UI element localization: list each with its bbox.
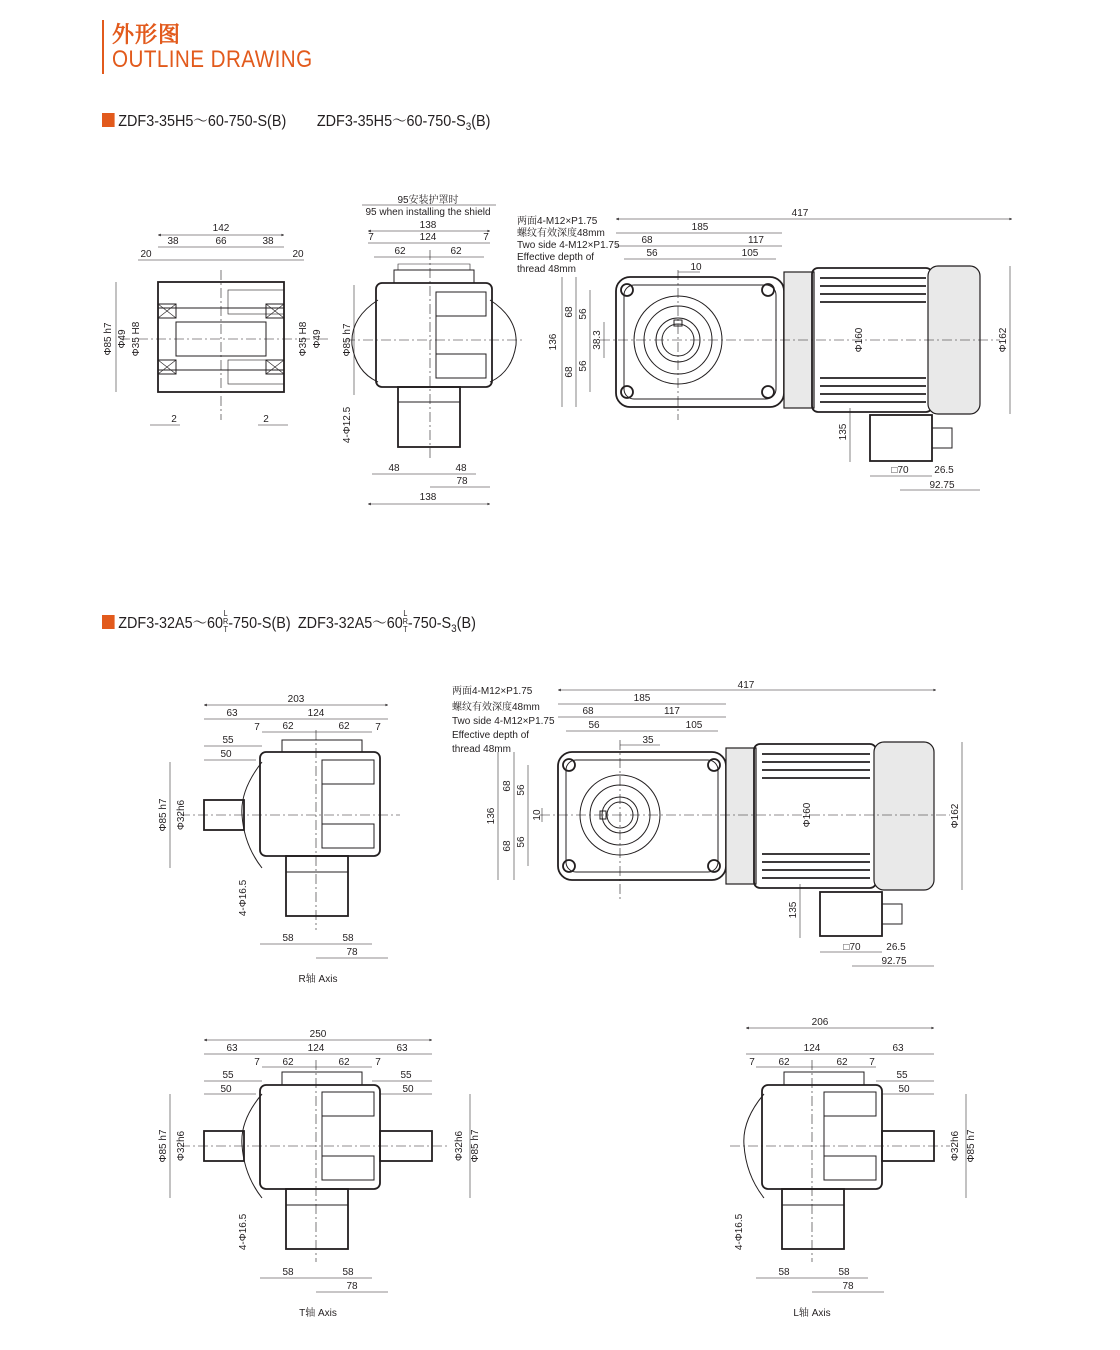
- thread-note-en-2: Effective depth of: [517, 252, 595, 263]
- dim-68: 68: [564, 306, 575, 318]
- thread-note-en-3: thread 48mm: [517, 264, 576, 275]
- dim-20: 20: [292, 249, 304, 260]
- dim-square-70: □70: [843, 942, 861, 953]
- dim-38-3: 38.3: [592, 330, 603, 350]
- thread-note-en-3: thread 48mm: [452, 744, 511, 755]
- thread-note-en-1: Two side 4-M12×P1.75: [452, 716, 555, 727]
- stack-r: R: [402, 617, 408, 626]
- dim-136: 136: [548, 333, 559, 351]
- dim-50: 50: [220, 1084, 232, 1095]
- dim-phi85-h7: Φ85 h7: [158, 798, 169, 832]
- dim-78: 78: [842, 1281, 854, 1292]
- dim-phi32h6: Φ32h6: [454, 1130, 465, 1162]
- dim-phi160: Φ160: [802, 802, 813, 828]
- dim-62: 62: [450, 246, 462, 257]
- dim-7: 7: [375, 1057, 381, 1068]
- stack-t: T: [223, 625, 228, 634]
- dim-7: 7: [869, 1057, 875, 1068]
- dim-phi35-h8: Φ35 H8: [131, 321, 142, 357]
- dim-62: 62: [394, 246, 406, 257]
- thread-note-cn-1: 两面4-M12×P1.75: [452, 686, 533, 697]
- dim-78: 78: [456, 476, 468, 487]
- dim-phi85-h7: Φ85 h7: [470, 1129, 481, 1163]
- dim-10: 10: [690, 262, 702, 273]
- model-c-suffix: -750-S(B): [228, 615, 291, 632]
- dim-7: 7: [254, 1057, 260, 1068]
- model-d: ZDF3-32A5～60: [297, 615, 403, 632]
- thread-note-cn-1: 两面4-M12×P1.75: [517, 216, 598, 227]
- dim-phi85-h7: Φ85 h7: [158, 1129, 169, 1163]
- dim-68: 68: [564, 366, 575, 378]
- dim-4-phi16-5: 4-Φ16.5: [238, 1213, 249, 1251]
- model-a: ZDF3-35H5～60-750-S(B): [118, 113, 287, 130]
- dim-4-phi16-5: 4-Φ16.5: [734, 1213, 745, 1251]
- shield-note-cn: 95安装护罩时: [397, 195, 459, 206]
- dim-185: 185: [691, 222, 709, 233]
- dim-62: 62: [338, 1057, 350, 1068]
- dim-124: 124: [803, 1043, 821, 1054]
- gearmotor-side-view-2: [540, 740, 950, 936]
- l-axis-dimensions: [734, 1017, 977, 1319]
- t-axis-caption: T轴 Axis: [299, 1308, 337, 1319]
- dim-58: 58: [282, 1267, 294, 1278]
- dim-78: 78: [346, 1281, 358, 1292]
- shield-note-en: 95 when installing the shield: [365, 207, 491, 218]
- stack-l: L: [403, 609, 408, 618]
- model-d-suffix: (B): [456, 615, 476, 632]
- dim-250: 250: [309, 1029, 327, 1040]
- dim-105: 105: [741, 248, 759, 259]
- dim-phi85-h7: Φ85 h7: [103, 322, 114, 356]
- dim-4-phi16-5: 4-Φ16.5: [238, 879, 249, 917]
- dim-62: 62: [338, 721, 350, 732]
- dim-124: 124: [419, 232, 437, 243]
- dim-117: 117: [748, 235, 764, 246]
- dim-417: 417: [737, 680, 755, 691]
- dim-63: 63: [226, 1043, 238, 1054]
- dim-63: 63: [226, 708, 238, 719]
- dim-203: 203: [287, 694, 305, 705]
- dim-square-70: □70: [891, 465, 909, 476]
- dim-62: 62: [282, 1057, 294, 1068]
- dim-124: 124: [307, 1043, 325, 1054]
- dim-2: 2: [263, 414, 269, 425]
- dim-68: 68: [641, 235, 653, 246]
- dim-63: 63: [892, 1043, 904, 1054]
- dim-58: 58: [342, 1267, 354, 1278]
- dim-78: 78: [346, 947, 358, 958]
- dim-55: 55: [222, 1070, 234, 1081]
- dim-56: 56: [516, 836, 527, 848]
- stack-l: L: [223, 609, 228, 618]
- dim-417: 417: [791, 208, 809, 219]
- thread-note-cn-2: 螺纹有效深度48mm: [517, 228, 605, 239]
- r-axis-dimensions: [158, 694, 388, 985]
- dim-62: 62: [836, 1057, 848, 1068]
- dim-48: 48: [388, 463, 400, 474]
- dim-56: 56: [516, 784, 527, 796]
- motor-cooling-fins: [762, 754, 870, 878]
- dim-138: 138: [419, 492, 437, 503]
- model-d-mid: -750-S: [407, 615, 452, 632]
- dim-50: 50: [402, 1084, 414, 1095]
- l-axis-caption: L轴 Axis: [793, 1308, 831, 1319]
- dim-7: 7: [254, 722, 260, 733]
- dim-58: 58: [838, 1267, 850, 1278]
- dim-phi160: Φ160: [854, 327, 865, 353]
- dim-26-5: 26.5: [886, 942, 906, 953]
- stack-t: T: [403, 625, 408, 634]
- dim-38: 38: [167, 236, 179, 247]
- model-b-subscript: 3: [465, 121, 472, 134]
- gearbox-front-dimensions: [342, 193, 496, 504]
- dim-135: 135: [788, 901, 799, 919]
- dim-142: 142: [212, 223, 230, 234]
- title-chinese: 外形图: [112, 22, 182, 47]
- dim-58: 58: [778, 1267, 790, 1278]
- r-axis-caption: R轴 Axis: [298, 974, 338, 985]
- dim-105: 105: [685, 720, 703, 731]
- dim-phi32h6: Φ32h6: [950, 1130, 961, 1162]
- dim-135: 135: [838, 423, 849, 441]
- dim-138: 138: [419, 220, 437, 231]
- gearmotor-side-view-1: [600, 266, 1000, 461]
- gearbox-front-view: [345, 250, 525, 460]
- dim-35: 35: [642, 735, 654, 746]
- dim-phi85-h7: Φ85 h7: [966, 1129, 977, 1163]
- dim-206: 206: [811, 1017, 829, 1028]
- dim-phi35-h8: Φ35 H8: [298, 321, 309, 357]
- dim-20: 20: [140, 249, 152, 260]
- dim-66: 66: [215, 236, 227, 247]
- dim-63: 63: [396, 1043, 408, 1054]
- model-c: ZDF3-32A5～60: [118, 615, 224, 632]
- dim-62: 62: [778, 1057, 790, 1068]
- dim-phi85-h7: Φ85 h7: [342, 323, 353, 357]
- dim-7: 7: [483, 232, 489, 243]
- dim-26-5: 26.5: [934, 465, 954, 476]
- dim-50: 50: [898, 1084, 910, 1095]
- dim-124: 124: [307, 708, 325, 719]
- dim-62: 62: [282, 721, 294, 732]
- dim-56: 56: [578, 360, 589, 372]
- dim-58: 58: [282, 933, 294, 944]
- dim-phi32h6: Φ32h6: [176, 1130, 187, 1162]
- dim-56: 56: [646, 248, 658, 259]
- model-d-subscript: 3: [451, 623, 457, 636]
- thread-note-en-1: Two side 4-M12×P1.75: [517, 240, 620, 251]
- dim-56: 56: [588, 720, 600, 731]
- dim-7: 7: [375, 722, 381, 733]
- thread-note-cn-2: 螺纹有效深度48mm: [452, 702, 540, 713]
- title-english: OUTLINE DRAWING: [112, 46, 313, 73]
- dim-58: 58: [342, 933, 354, 944]
- dim-68: 68: [502, 780, 513, 792]
- dim-phi49: Φ49: [117, 329, 128, 349]
- dim-136: 136: [486, 807, 497, 825]
- dim-56: 56: [578, 308, 589, 320]
- dim-48: 48: [455, 463, 467, 474]
- dim-7: 7: [368, 232, 374, 243]
- dim-2: 2: [171, 414, 177, 425]
- stack-r: R: [223, 617, 229, 626]
- dim-55: 55: [222, 735, 234, 746]
- dim-phi32h6: Φ32h6: [176, 799, 187, 831]
- dim-68: 68: [582, 706, 594, 717]
- dim-92-75: 92.75: [881, 956, 907, 967]
- dim-7: 7: [749, 1057, 755, 1068]
- dim-phi162: Φ162: [998, 327, 1009, 353]
- l-axis-view: [730, 1060, 950, 1262]
- model-b-suffix: (B): [471, 113, 491, 130]
- dim-50: 50: [220, 749, 232, 760]
- dim-68: 68: [502, 840, 513, 852]
- dim-10: 10: [532, 809, 543, 821]
- dim-92-75: 92.75: [929, 480, 955, 491]
- dim-55: 55: [896, 1070, 908, 1081]
- dim-phi49: Φ49: [312, 329, 323, 349]
- dim-4-phi12-5: 4-Φ12.5: [342, 406, 353, 444]
- dim-185: 185: [633, 693, 651, 704]
- model-b: ZDF3-35H5～60-750-S: [316, 113, 466, 130]
- dim-phi162: Φ162: [950, 803, 961, 829]
- thread-note-en-2: Effective depth of: [452, 730, 530, 741]
- dim-117: 117: [664, 706, 680, 717]
- dim-55: 55: [400, 1070, 412, 1081]
- dim-38: 38: [262, 236, 274, 247]
- hollow-shaft-dimensions: [103, 223, 323, 425]
